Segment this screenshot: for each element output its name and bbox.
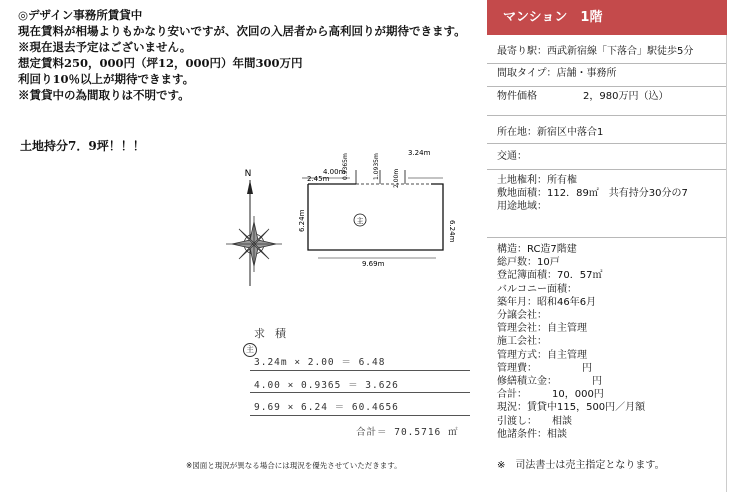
- calc-line-2: 4.00 × 0.9365 ＝ 3.626: [254, 380, 399, 391]
- price-value: 2，980万円（込）: [583, 91, 669, 102]
- plan-main-badge: 主: [356, 217, 364, 225]
- calc-total: 合計＝ 70.5716 ㎡: [356, 427, 459, 438]
- row-scrivener: [487, 459, 727, 479]
- note-yield: 利回り10％以上が期待できます。: [18, 72, 195, 86]
- transport-text: 交通：: [497, 151, 527, 162]
- handover-text: 引渡し： 相談: [497, 415, 572, 427]
- note-no-vacancy: ※現在退去予定はございません。: [18, 40, 192, 54]
- calc-line-1: 3.24m × 2.00 ＝ 6.48: [254, 357, 386, 368]
- calc-badge: 主: [243, 343, 257, 357]
- dim-left-top: 2.45m: [307, 175, 330, 183]
- mgmt-type-text: 管理方式：自主管理: [497, 349, 587, 361]
- plan-footnote: ※図面と現況が異なる場合には現況を優先させていただきます。: [186, 461, 402, 470]
- dim-small-b: 1.0935m: [373, 153, 380, 180]
- north-label: N: [244, 169, 252, 179]
- calc-rule: [250, 392, 470, 393]
- units-text: 総戸数：10戸: [497, 257, 560, 269]
- row-land: [487, 174, 727, 238]
- location-text: 所在地：新宿区中落合1: [497, 127, 604, 138]
- calc-rule: [250, 370, 470, 371]
- builder-text: 施工会社：: [497, 336, 547, 348]
- station-text: 最寄り駅：西武新宿線「下落合」駅徒歩5分: [497, 46, 694, 57]
- built-text: 築年月：昭和46年6月: [497, 296, 597, 308]
- repair-fee-text: 修繕積立金： 円: [497, 376, 602, 388]
- structure-text: 構造：RC造7階建: [497, 244, 577, 255]
- row-station: [487, 45, 727, 64]
- reg-area-text: 登記簿面積：70．57㎡: [497, 270, 603, 282]
- row-building: [487, 243, 727, 448]
- mgmt-co-text: 管理会社：自主管理: [497, 323, 587, 335]
- balcony-text: バルコニー面積：: [497, 283, 577, 295]
- note-layout-unknown: ※賃貸中の為間取りは不明です。: [18, 88, 190, 102]
- property-notes: [18, 7, 488, 103]
- land-right-text: 土地権利：所有権: [497, 175, 577, 186]
- dim-small-a: 0.9365m: [342, 153, 349, 180]
- row-transport: [487, 150, 727, 170]
- note-rent-cheap: 現在賃料が相場よりもかなり安いですが、次回の入居者から高利回りが期待できます。: [18, 24, 466, 38]
- scrivener-note: ※ 司法書士は売主指定となります。: [497, 460, 665, 471]
- total-fee-text: 合計： 10，000円: [497, 389, 604, 401]
- row-price: [487, 90, 727, 116]
- dim-small-c: 2.00m: [393, 168, 400, 188]
- panel-border: [726, 35, 727, 492]
- other-text: 他諸条件：相談: [497, 428, 567, 440]
- calc-title: 求積: [254, 327, 296, 340]
- note-tenant: ◎デザイン事務所賃貸中: [18, 8, 143, 22]
- dim-right-side: 6.24m: [448, 220, 456, 243]
- seller-text: 分譲会社：: [497, 310, 547, 322]
- land-plan-drawing: [200, 140, 470, 270]
- calc-line-3: 9.69 × 6.24 ＝ 60.4656: [254, 402, 399, 413]
- row-location: [487, 126, 727, 144]
- layout-text: 間取タイプ：店舗・事務所: [497, 68, 617, 79]
- land-area-text: 敷地面積：112．89㎡ 共有持分30分の7: [497, 188, 688, 200]
- property-title: マンション 1階: [487, 0, 727, 35]
- price-label: 物件価格: [497, 91, 537, 102]
- note-assumed-rent: 想定賃料250，000円（坪12，000円）年間300万円: [18, 56, 303, 70]
- lot-outline: [308, 184, 443, 250]
- status-text: 現況：賃貸中115，500円／月額: [497, 402, 646, 414]
- row-layout: [487, 67, 727, 87]
- mgmt-fee-text: 管理費： 円: [497, 362, 592, 374]
- calc-rule: [250, 415, 470, 416]
- dim-mid-top: 4.00m: [323, 168, 346, 176]
- property-info-panel: [487, 0, 727, 492]
- dim-left-side: 6.24m: [298, 209, 306, 232]
- dim-bottom: 9.69m: [362, 260, 385, 268]
- dim-right-top: 3.24m: [408, 149, 431, 157]
- land-share-note: 土地持分7．9坪！！！: [20, 139, 145, 153]
- zoning-text: 用途地域：: [497, 201, 547, 213]
